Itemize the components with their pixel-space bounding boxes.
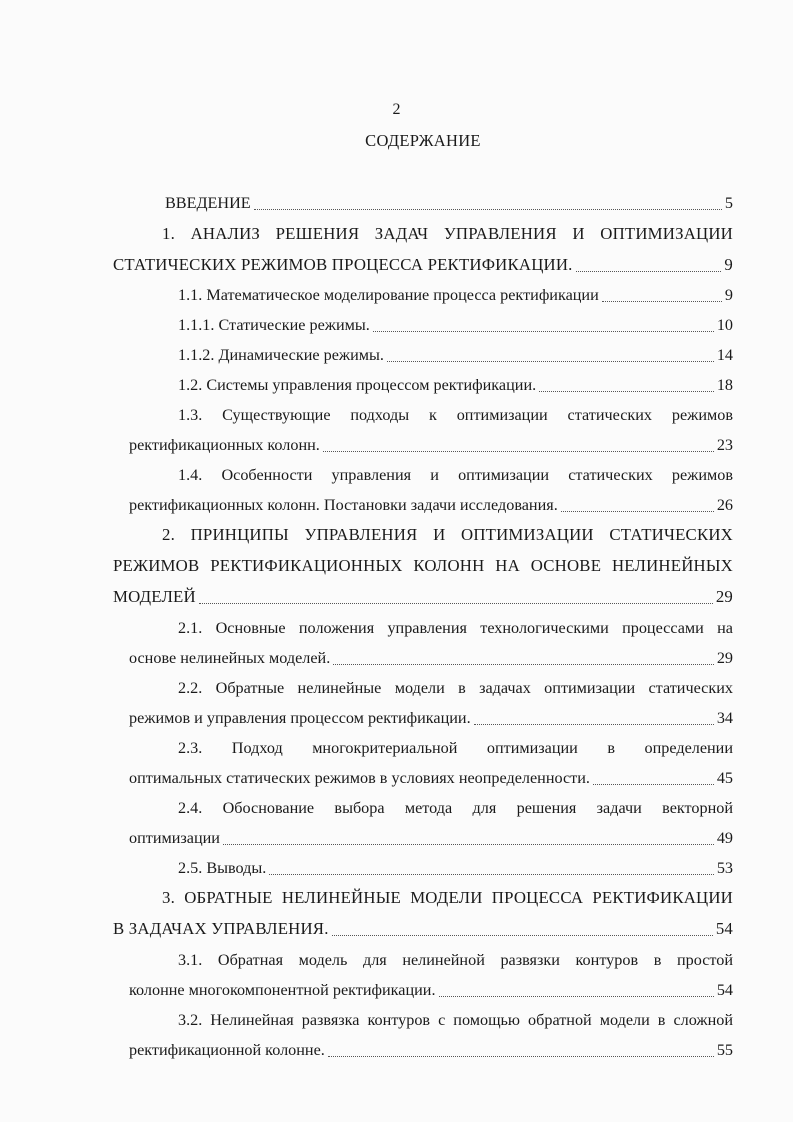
toc-entry: 1.2. Системы управления процессом ректификации. 18 — [178, 376, 733, 394]
toc-entry: 3.1. Обратная модель для нелинейной развязки контуров в простой — [178, 951, 733, 969]
toc-entry: 2.3. Подход многокритериальной оптимизации в определении — [178, 739, 733, 757]
toc-entry: 1.4. Особенности управления и оптимизации статических режимов — [178, 466, 733, 484]
toc-entry: ректификационных колонн. 23 — [129, 436, 733, 454]
toc-entry: 1.1.1. Статические режимы. 10 — [178, 316, 733, 334]
toc-entry: ректификационной колонне. 55 — [129, 1041, 733, 1059]
toc-entry: 2.5. Выводы. 53 — [178, 859, 733, 877]
toc-entry: СТАТИЧЕСКИХ РЕЖИМОВ ПРОЦЕССА РЕКТИФИКАЦИИ. 9 — [113, 255, 733, 274]
toc-entry: оптимальных статических режимов в условиях неопределенности. 45 — [129, 769, 733, 787]
toc-entry: МОДЕЛЕЙ 29 — [113, 587, 733, 606]
toc-entry: 3. ОБРАТНЫЕ НЕЛИНЕЙНЫЕ МОДЕЛИ ПРОЦЕССА РЕКТИФИКАЦИИ — [162, 888, 733, 907]
toc-entry: основе нелинейных моделей. 29 — [129, 649, 733, 667]
toc-entry: режимов и управления процессом ректификации. 34 — [129, 709, 733, 727]
toc-entry: ректификационных колонн. Постановки задачи исследования. 26 — [129, 496, 733, 514]
toc-entry: 2.4. Обоснование выбора метода для решения задачи векторной — [178, 799, 733, 817]
toc-entry: 1.1.2. Динамические режимы. 14 — [178, 346, 733, 364]
toc-entry: РЕЖИМОВ РЕКТИФИКАЦИОННЫХ КОЛОНН НА ОСНОВЕ НЕЛИНЕЙНЫХ — [113, 556, 733, 575]
toc-entry: 1.3. Существующие подходы к оптимизации статических режимов — [178, 406, 733, 424]
toc-entry: 1. АНАЛИЗ РЕШЕНИЯ ЗАДАЧ УПРАВЛЕНИЯ И ОПТИМИЗАЦИИ — [162, 224, 733, 243]
toc-entry: 2.1. Основные положения управления технологическими процессами на — [178, 619, 733, 637]
toc-entry: оптимизации 49 — [129, 829, 733, 847]
toc-entry: ВВЕДЕНИЕ 5 — [165, 194, 733, 212]
toc-entry: 2. ПРИНЦИПЫ УПРАВЛЕНИЯ И ОПТИМИЗАЦИИ СТАТИЧЕСКИХ — [162, 525, 733, 544]
toc-entry: колонне многокомпонентной ректификации. 54 — [129, 981, 733, 999]
toc-entry: 2.2. Обратные нелинейные модели в задачах оптимизации статических — [178, 679, 733, 697]
toc-entry: В ЗАДАЧАХ УПРАВЛЕНИЯ. 54 — [113, 919, 733, 938]
page-title: СОДЕРЖАНИЕ — [365, 131, 481, 150]
toc-entry: 1.1. Математическое моделирование процесса ректификации 9 — [178, 286, 733, 304]
page-number: 2 — [392, 101, 401, 118]
toc-entry: 3.2. Нелинейная развязка контуров с помощью обратной модели в сложной — [178, 1011, 733, 1029]
